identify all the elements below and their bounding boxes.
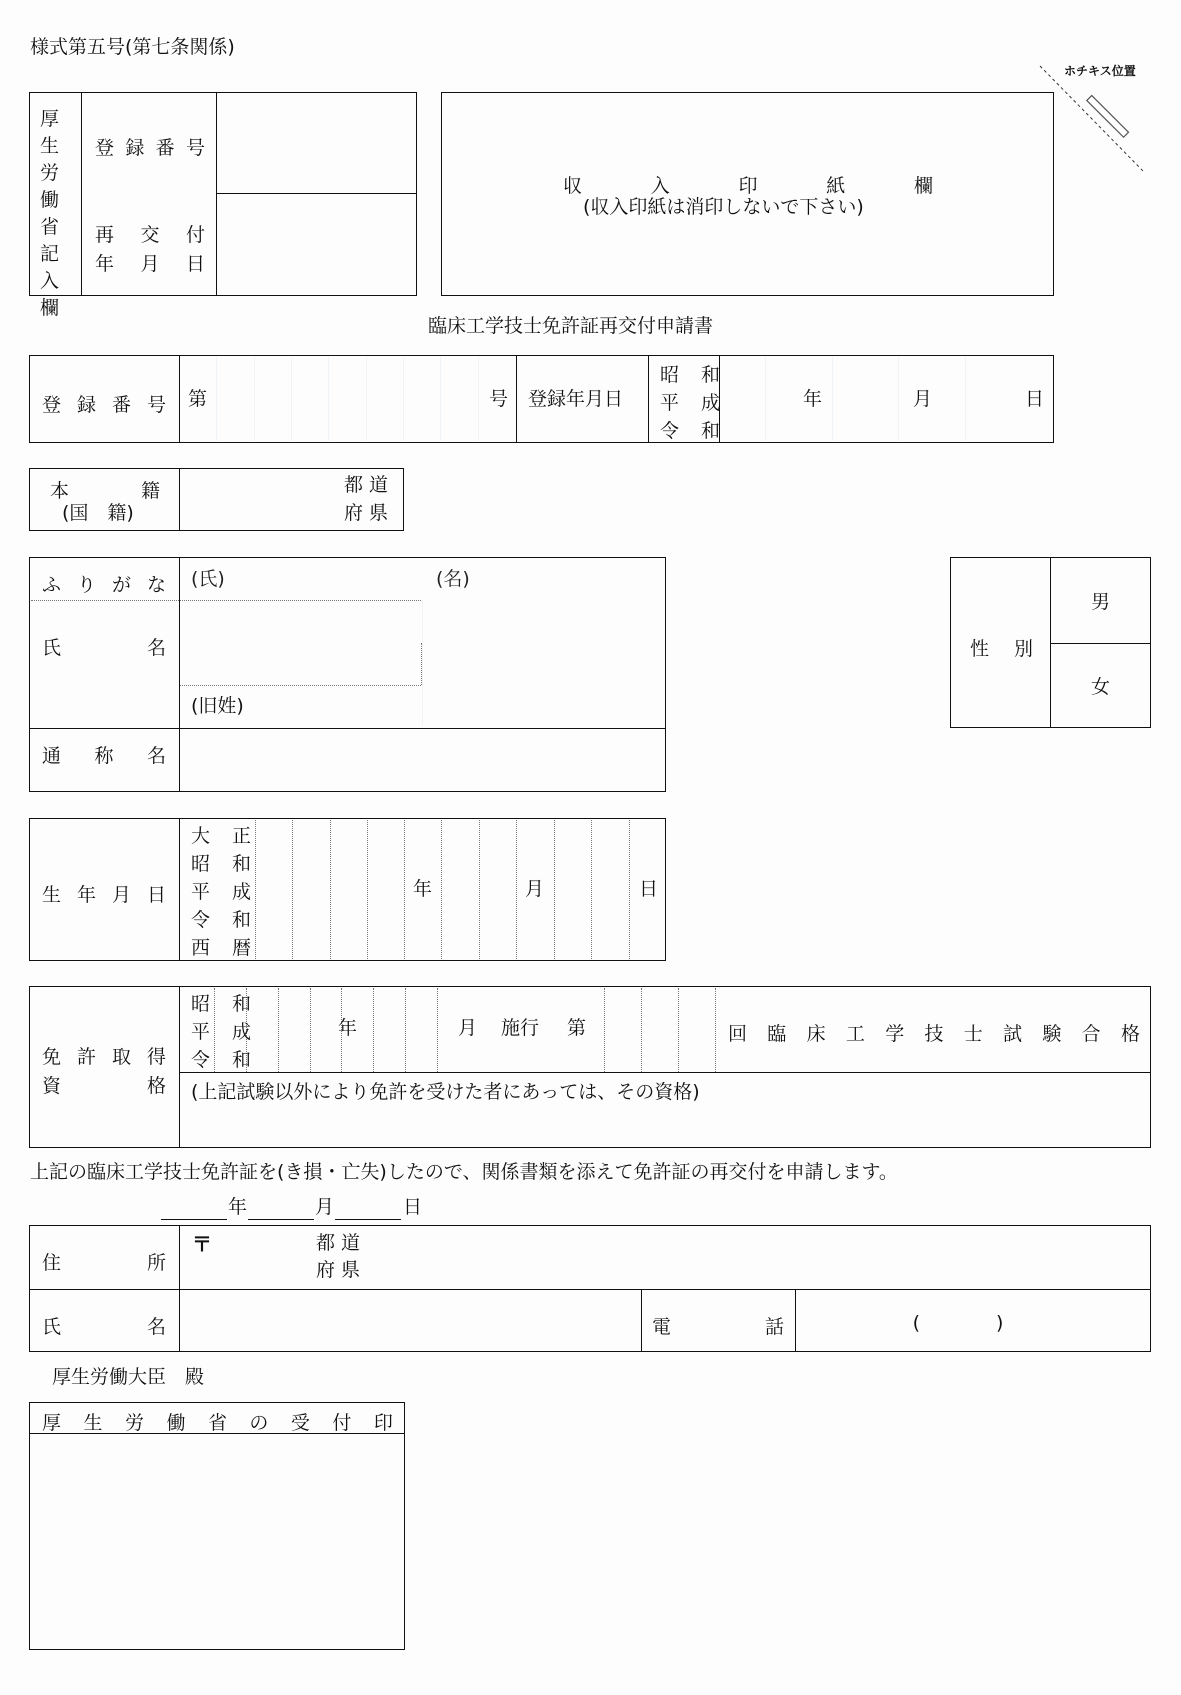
qualification-era-options[interactable]: 昭 和 平 成 令 和 bbox=[191, 993, 260, 1071]
revenue-stamp-label: 収 入 印 紙 欄 bbox=[563, 175, 933, 197]
furigana-given-hint: (名) bbox=[436, 568, 470, 590]
sex-label: 性 別 bbox=[970, 638, 1033, 660]
address-field[interactable] bbox=[375, 1228, 1148, 1287]
maiden-name-hint: (旧姓) bbox=[191, 695, 244, 717]
applicant-name-label: 氏 名 bbox=[42, 1316, 166, 1338]
reg-number-label: 登 録 番 号 bbox=[42, 394, 166, 416]
addressee: 厚生労働大臣 殿 bbox=[52, 1366, 205, 1388]
application-month-field[interactable] bbox=[248, 1195, 314, 1220]
declaration-text: 上記の臨床工学技士免許証を(き損・亡失)したので、関係書類を添えて免許証の再交付を申請します。 bbox=[30, 1161, 898, 1183]
domicile-pref-label: 都 道 bbox=[344, 474, 389, 496]
qualification-month-label: 月 bbox=[458, 1017, 478, 1039]
other-qualification-note: (上記試験以外により免許を受けた者にあっては、その資格) bbox=[191, 1081, 700, 1103]
qualification-label: 免 許 取 得 bbox=[42, 1046, 166, 1068]
address-pref-label: 都 道 bbox=[316, 1232, 361, 1254]
surname-field[interactable] bbox=[182, 603, 418, 683]
receipt-stamp-box bbox=[29, 1402, 405, 1650]
birth-year-label: 年 bbox=[413, 878, 433, 900]
birth-date-label: 生 年 月 日 bbox=[42, 884, 166, 906]
receipt-stamp-label: 厚 生 労 働 省 の 受 付 印 bbox=[42, 1412, 393, 1434]
qualification-enforced-label: 施行 bbox=[501, 1017, 540, 1039]
qualification-ordinal-label: 第 bbox=[567, 1017, 587, 1039]
phone-label: 電 話 bbox=[652, 1316, 784, 1338]
postal-code-field[interactable] bbox=[215, 1230, 310, 1284]
given-name-field[interactable] bbox=[424, 603, 664, 723]
applicant-name-field[interactable] bbox=[182, 1292, 638, 1350]
birth-year-field[interactable] bbox=[258, 821, 403, 958]
birth-month-field[interactable] bbox=[443, 821, 515, 958]
qualification-year-label: 年 bbox=[338, 1017, 358, 1039]
other-qualification-field[interactable] bbox=[182, 1106, 1148, 1146]
reg-date-label: 登録年月日 bbox=[528, 388, 624, 410]
furigana-label: ふ り が な bbox=[42, 574, 166, 596]
ministry-reissue-date-label: 再 交 付 bbox=[95, 224, 205, 246]
furigana-given-field[interactable] bbox=[480, 560, 663, 598]
name-label: 氏 名 bbox=[42, 637, 166, 659]
alias-field[interactable] bbox=[182, 731, 664, 790]
sex-option-male[interactable]: 男 bbox=[1090, 590, 1110, 613]
furigana-surname-hint: (氏) bbox=[191, 568, 225, 590]
ministry-reg-number-label: 登 録 番 号 bbox=[95, 137, 205, 159]
page-title: 臨床工学技士免許証再交付申請書 bbox=[428, 315, 714, 337]
application-year-field[interactable] bbox=[161, 1195, 227, 1220]
ministry-reg-number-field[interactable] bbox=[218, 94, 415, 191]
reg-number-field[interactable] bbox=[212, 360, 482, 438]
reg-date-era-options[interactable]: 昭 和 平 成 令 和 bbox=[660, 364, 729, 442]
sex-option-female[interactable]: 女 bbox=[1090, 676, 1110, 698]
reg-number-prefix: 第 bbox=[188, 388, 208, 410]
form-number: 様式第五号(第七条関係) bbox=[30, 36, 235, 58]
revenue-stamp-note: (収入印紙は消印しないで下さい) bbox=[583, 196, 864, 218]
maiden-name-field[interactable] bbox=[260, 688, 418, 726]
furigana-surname-field[interactable] bbox=[240, 560, 418, 598]
birth-month-label: 月 bbox=[525, 878, 545, 900]
reg-date-month-label: 月 bbox=[913, 388, 933, 410]
staple-position-label: ホチキス位置 bbox=[1064, 64, 1136, 78]
birth-day-label: 日 bbox=[639, 878, 659, 900]
ministry-entry-side-label: 厚 生 労 働 省 記 入 欄 bbox=[40, 108, 60, 319]
qualification-month-field[interactable] bbox=[375, 989, 453, 1070]
exam-passed-text: 回 臨 床 工 学 技 士 試 験 合 格 bbox=[728, 1023, 1140, 1045]
birth-era-options[interactable]: 大 正 昭 和 平 成 令 和 西 暦 bbox=[191, 825, 260, 959]
domicile-field[interactable] bbox=[182, 471, 332, 528]
birth-day-field[interactable] bbox=[556, 821, 628, 958]
alias-label: 通 称 名 bbox=[42, 745, 166, 767]
postal-mark-icon: 〒 bbox=[192, 1232, 212, 1256]
phone-field[interactable]: ( ) bbox=[912, 1311, 1004, 1334]
exam-number-field[interactable] bbox=[606, 989, 714, 1070]
reg-date-day-label: 日 bbox=[1025, 388, 1045, 410]
application-day-field[interactable] bbox=[335, 1195, 401, 1220]
reg-date-year-label: 年 bbox=[803, 388, 823, 410]
address-label: 住 所 bbox=[42, 1252, 166, 1274]
reg-number-suffix: 号 bbox=[489, 388, 509, 410]
domicile-label: 本 籍 bbox=[50, 480, 160, 502]
qualification-year-field[interactable] bbox=[248, 989, 333, 1070]
ministry-reissue-date-field[interactable] bbox=[218, 195, 415, 294]
